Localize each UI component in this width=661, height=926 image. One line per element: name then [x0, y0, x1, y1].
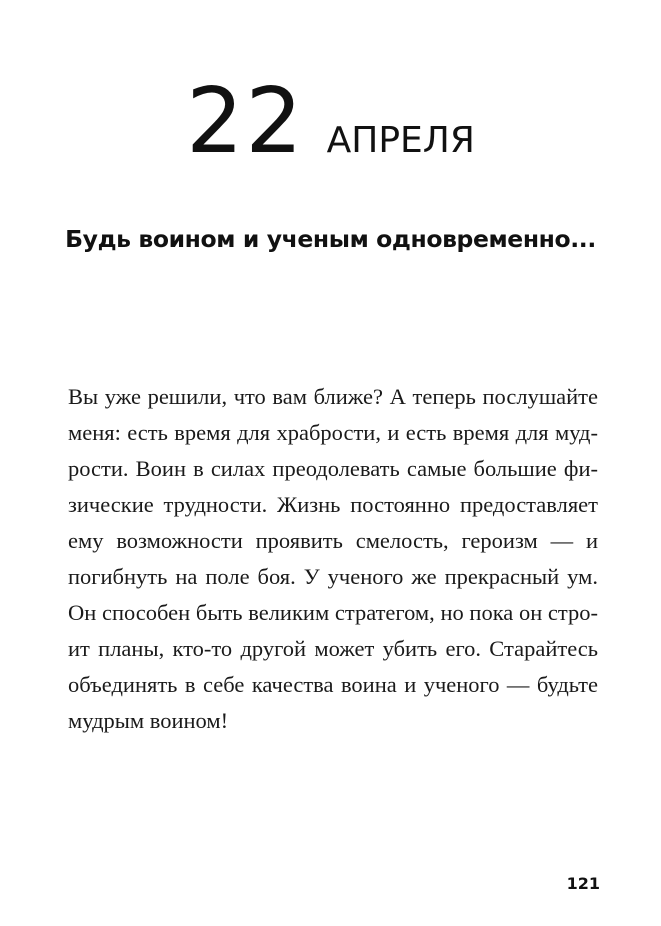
- body-line: рости. Воин в силах преодолевать самые большие фи-: [68, 456, 598, 481]
- body-paragraph: [68, 379, 598, 739]
- body-line: меня: есть время для храбрости, и есть время для муд-: [68, 420, 598, 445]
- body-line: Вы уже решили, что вам ближе? А теперь послушайте: [68, 384, 598, 409]
- chapter-subtitle: Будь воином и ученым одновременно...: [65, 225, 596, 253]
- body-line: ему возможности проявить смелость, героизм — и: [68, 528, 598, 553]
- date-heading: [0, 70, 661, 174]
- body-line-last: мудрым воином!: [68, 708, 229, 733]
- body-line: ит планы, кто-то другой может убить его. Старайтесь: [68, 636, 598, 661]
- body-line: зические трудности. Жизнь постоянно предоставляет: [68, 492, 598, 517]
- body-line: Он способен быть великим стратегом, но пока он стро-: [68, 600, 598, 625]
- body-line: объединять в себе качества воина и ученого — будьте: [68, 672, 598, 697]
- body-line: погибнуть на поле боя. У ученого же прекрасный ум.: [68, 564, 598, 589]
- page-number: 121: [566, 874, 600, 893]
- date-day: 22: [186, 69, 305, 174]
- date-month: АПРЕЛЯ: [326, 120, 475, 161]
